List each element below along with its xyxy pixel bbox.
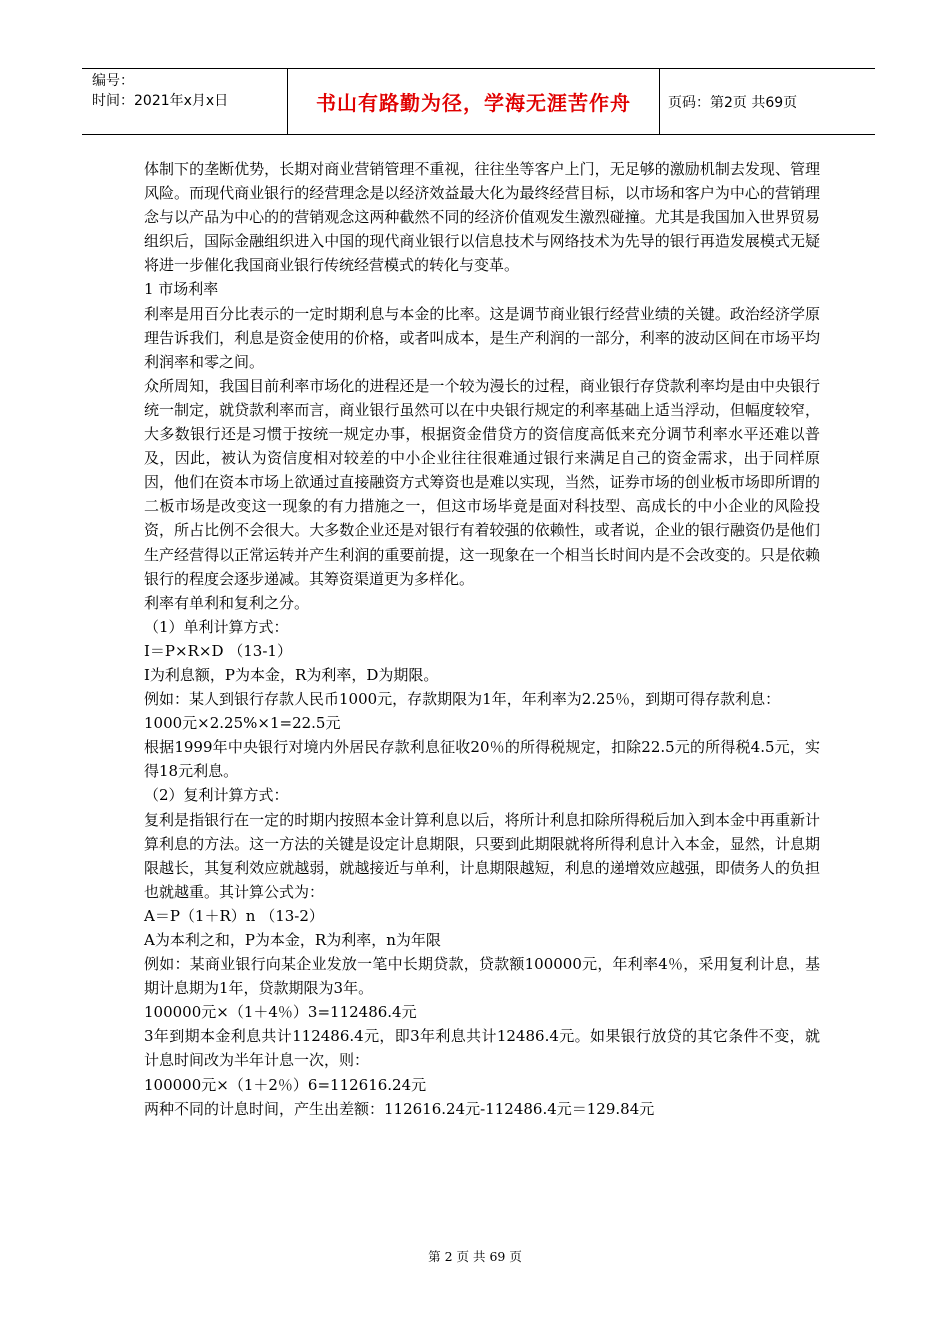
paragraph: 例如：某商业银行向某企业发放一笔中长期贷款，贷款额100000元，年利率4％，采用复利计息，基期计息期为1年，贷款期限为3年。	[144, 955, 820, 998]
page-footer	[0, 1247, 950, 1265]
paragraph: 利率是用百分比表示的一定时期利息与本金的比率。这是调节商业银行经营业绩的关键。政治经济学原理告诉我们，利息是资金使用的价格，或者叫成本，是生产利润的一部分，利率的波动区间在市场平均利润率和零之间。	[144, 304, 820, 371]
paragraph: 两种不同的计息时间，产生出差额：112616.24元-112486.4元＝129.84元	[144, 1099, 655, 1118]
paragraph: 例如：某人到银行存款人民币1000元，存款期限为1年，年利率为2.25％，到期可得存款利息：	[144, 690, 781, 709]
header-motto: 书山有路勤为径，学海无涯苦作舟	[287, 69, 660, 134]
number-label: 编号：	[92, 73, 134, 89]
paragraph: 利率有单利和复利之分。	[144, 593, 310, 612]
section-heading: 1 市场利率	[144, 280, 219, 299]
header-page-label: 页码：第2页 共69页	[668, 94, 798, 111]
formula: 1000元×2.25%×1=22.5元	[144, 714, 341, 733]
formula: 100000元×（1＋4％）3=112486.4元	[144, 1003, 417, 1022]
time-label: 时间：2021年x月x日	[92, 93, 229, 109]
paragraph: 3年到期本金利息共计112486.4元，即3年利息共计12486.4元。如果银行放贷的其它条件不变，就计息时间改为半年计息一次，则：	[144, 1027, 820, 1070]
paragraph: A为本利之和，P为本金，R为利率，n为年限	[144, 931, 441, 949]
paragraph: 复利是指银行在一定的时期内按照本金计算利息以后，将所计利息扣除所得税后加入到本金中再重新计算利息的方法。这一方法的关键是设定计息期限，只要到此期限就将所得利息计入本金，显然，计息期限越长，其复利效应就越弱，就越接近与单利，计息期限越短，利息的递增效应越强，即债务人的负担也就越重。其计算公式为：	[144, 810, 820, 901]
header-meta	[82, 69, 287, 134]
document-body	[144, 157, 820, 1121]
paragraph: 体制下的垄断优势，长期对商业营销管理不重视，往往坐等客户上门，无足够的激励机制去发现、管理风险。而现代商业银行的经营理念是以经济效益最大化为最终经营目标，以市场和客户为中心的营销理念与以产品为中心的的营销观念这两种截然不同的经济价值观发生激烈碰撞。尤其是我国加入世界贸易组织后，国际金融组织进入中国的现代商业银行以信息技术与网络技术为先导的银行再造发展模式无疑将进一步催化我国商业银行传统经营模式的转化与变革。	[144, 160, 820, 275]
footer-page-number: 第 2 页 共 69 页	[428, 1249, 522, 1264]
formula: I＝P×R×D （13-1）	[144, 641, 292, 660]
subheading: （1）单利计算方式：	[144, 617, 289, 636]
formula: 100000元×（1＋2％）6=112616.24元	[144, 1075, 427, 1094]
paragraph: 众所周知，我国目前利率市场化的进程还是一个较为漫长的过程，商业银行存贷款利率均是由中央银行统一制定，就贷款利率而言，商业银行虽然可以在中央银行规定的利率基础上适当浮动，但幅度较窄，大多数银行还是习惯于按统一规定办事，根据资金借贷方的资信度高低来充分调节利率水平还难以普及，因此，被认为资信度相对较差的中小企业往往很难通过银行来满足自己的资金需求，出于同样原因，他们在资本市场上欲通过直接融资方式筹资也是难以实现，当然，证券市场的创业板市场即所谓的二板市场是改变这一现象的有力措施之一，但这市场毕竟是面对科技型、高成长的中小企业的风险投资，所占比例不会很大。大多数企业还是对银行有着较强的依赖性，或者说，企业的银行融资仍是他们生产经营得以正常运转并产生利润的重要前提，这一现象在一个相当长时间内是不会改变的。只是依赖银行的程度会逐步递减。其筹资渠道更为多样化。	[144, 376, 820, 588]
paragraph: 根据1999年中央银行对境内外居民存款利息征收20％的所得税规定，扣除22.5元的所得税4.5元，实得18元利息。	[144, 738, 820, 781]
paragraph: I为利息额，P为本金，R为利率，D为期限。	[144, 665, 439, 684]
page-header	[82, 68, 875, 135]
subheading: （2）复利计算方式：	[144, 786, 289, 805]
formula: A＝P（1＋R）n （13-2）	[144, 906, 324, 925]
